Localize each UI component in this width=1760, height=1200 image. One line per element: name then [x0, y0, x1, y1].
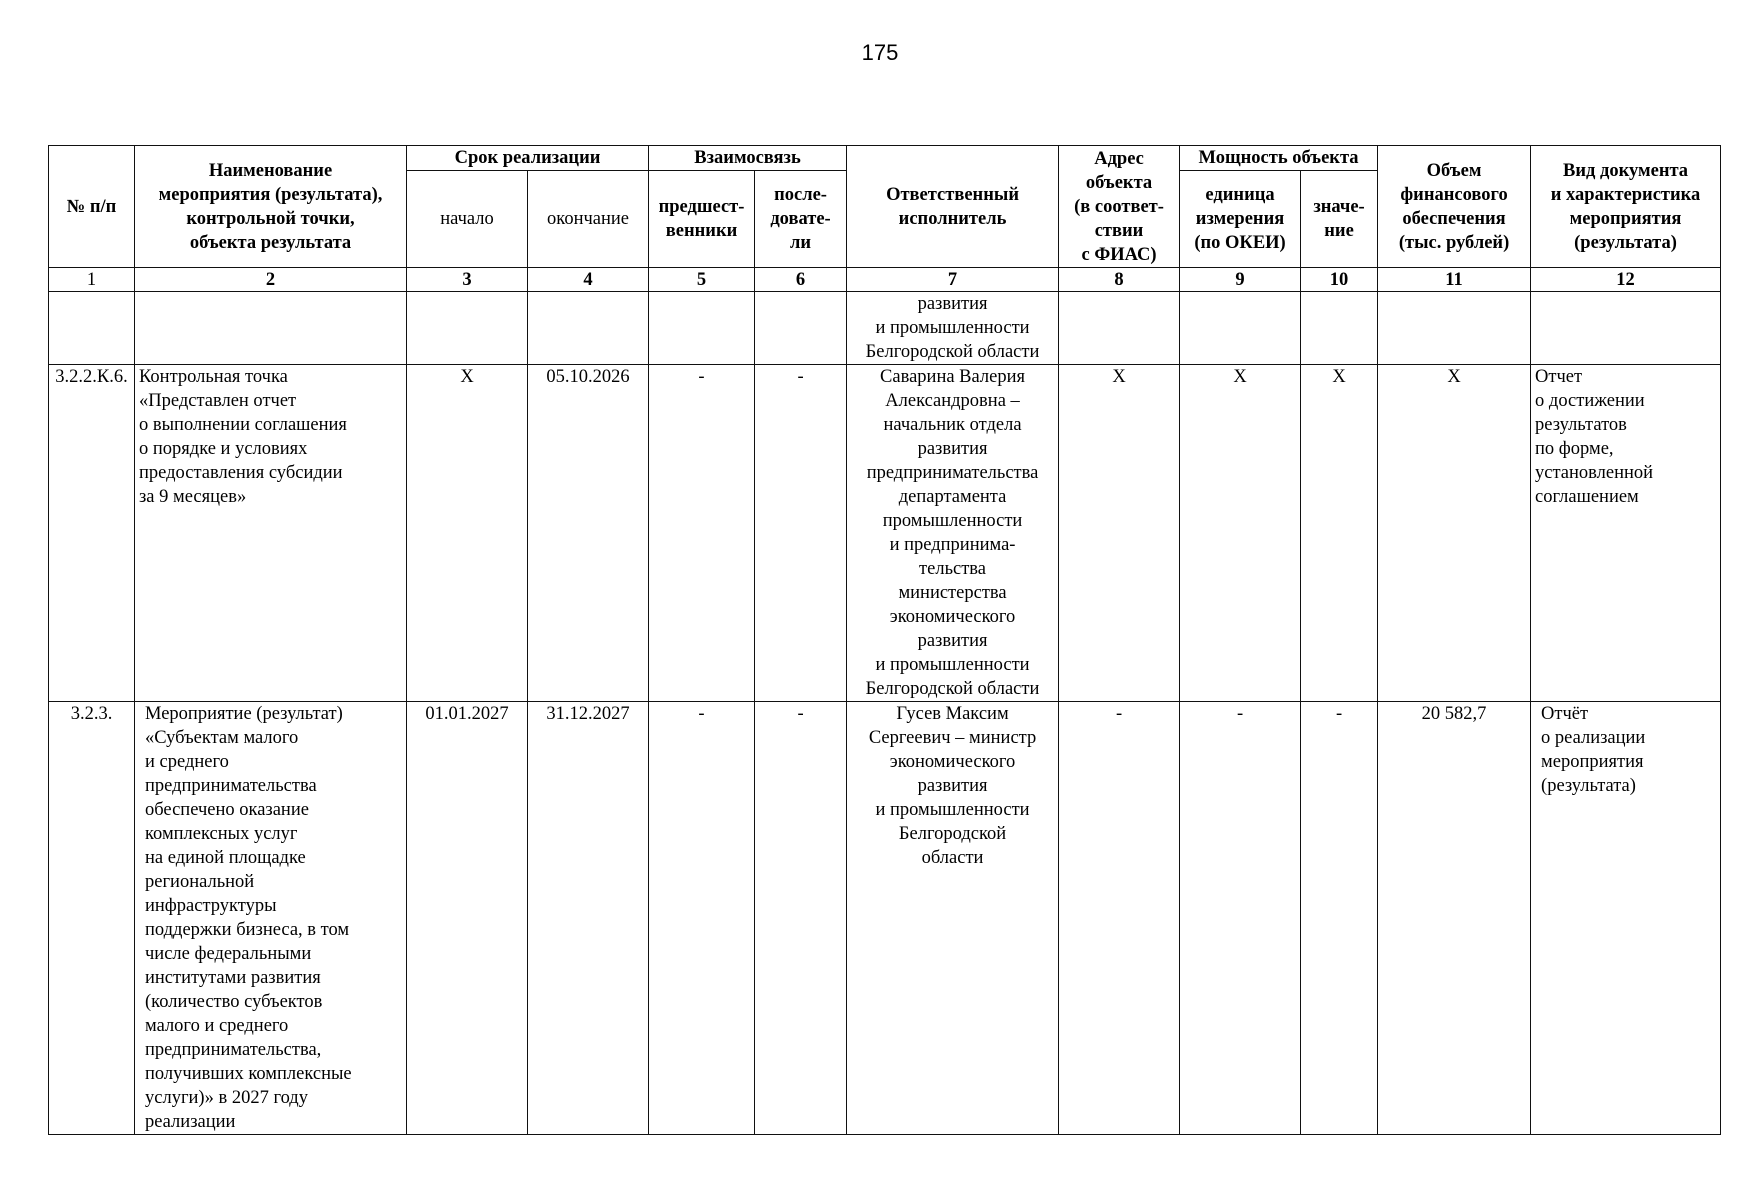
- column-number: 9: [1180, 268, 1301, 292]
- row-value: [1301, 292, 1378, 365]
- table-row: [49, 365, 1721, 702]
- header-successors: после- довате- ли: [755, 171, 847, 268]
- row-finance: X: [1378, 365, 1531, 702]
- row-finance: 20 582,7: [1378, 702, 1531, 1135]
- row-number: [49, 292, 135, 365]
- row-end: [528, 292, 649, 365]
- header-number: № п/п: [49, 146, 135, 268]
- row-unit: -: [1180, 702, 1301, 1135]
- row-finance: [1378, 292, 1531, 365]
- column-number: 1: [49, 268, 135, 292]
- row-predecessors: -: [649, 365, 755, 702]
- row-responsible: развития и промышленности Белгородской области: [847, 292, 1059, 365]
- header-unit: единица измерения (по ОКЕИ): [1180, 171, 1301, 268]
- header-name: Наименование мероприятия (результата), контрольной точки, объекта результата: [135, 146, 407, 268]
- table-row: [49, 702, 1721, 1135]
- row-name: Мероприятие (результат) «Субъектам малого и среднего предпринимательства обеспечено оказание комплексных услуг на единой площадке региональной инфраструктуры поддержки бизнеса, в том числе федеральными институтами развития (количество субъектов малого и среднего предпринимательства, получивших комплексные услуги)» в 2027 году реализации: [135, 702, 407, 1135]
- row-successors: -: [755, 702, 847, 1135]
- page-number: 175: [861, 40, 899, 65]
- row-address: -: [1059, 702, 1180, 1135]
- column-number: 8: [1059, 268, 1180, 292]
- row-address: [1059, 292, 1180, 365]
- row-successors: -: [755, 365, 847, 702]
- column-number: 2: [135, 268, 407, 292]
- row-value: -: [1301, 702, 1378, 1135]
- column-number: 10: [1301, 268, 1378, 292]
- table-row: [49, 292, 1721, 365]
- header-period-group: Срок реализации: [407, 146, 649, 171]
- header-document: Вид документа и характеристика мероприятия (результата): [1531, 146, 1721, 268]
- row-unit: [1180, 292, 1301, 365]
- row-document: [1531, 292, 1721, 365]
- header-row-top: [49, 146, 1721, 171]
- column-number: 6: [755, 268, 847, 292]
- row-number: 3.2.2.К.6.: [49, 365, 135, 702]
- plan-table: [48, 145, 1721, 1135]
- header-capacity-group: Мощность объекта: [1180, 146, 1378, 171]
- row-start: X: [407, 365, 528, 702]
- row-name: [135, 292, 407, 365]
- header-responsible: Ответственный исполнитель: [847, 146, 1059, 268]
- column-number: 3: [407, 268, 528, 292]
- column-number: 4: [528, 268, 649, 292]
- row-unit: X: [1180, 365, 1301, 702]
- row-name: Контрольная точка «Представлен отчет о выполнении соглашения о порядке и условиях предоставления субсидии за 9 месяцев»: [135, 365, 407, 702]
- header-link-group: Взаимосвязь: [649, 146, 847, 171]
- header-value: значе- ние: [1301, 171, 1378, 268]
- row-document: Отчёт о реализации мероприятия (результата): [1531, 702, 1721, 1135]
- row-start: 01.01.2027: [407, 702, 528, 1135]
- row-predecessors: [649, 292, 755, 365]
- header-predecessors: предшест- венники: [649, 171, 755, 268]
- row-end: 05.10.2026: [528, 365, 649, 702]
- row-address: X: [1059, 365, 1180, 702]
- column-number: 12: [1531, 268, 1721, 292]
- row-end: 31.12.2027: [528, 702, 649, 1135]
- row-number: 3.2.3.: [49, 702, 135, 1135]
- column-number: 5: [649, 268, 755, 292]
- row-predecessors: -: [649, 702, 755, 1135]
- row-document: Отчет о достижении результатов по форме, установленной соглашением: [1531, 365, 1721, 702]
- header-finance: Объем финансового обеспечения (тыс. рублей): [1378, 146, 1531, 268]
- header-end: окончание: [528, 171, 649, 268]
- row-responsible: Гусев Максим Сергеевич – министр экономического развития и промышленности Белгородской области: [847, 702, 1059, 1135]
- header-address: Адрес объекта (в соответ- ствии с ФИАС): [1059, 146, 1180, 268]
- column-number-row: [49, 268, 1721, 292]
- row-start: [407, 292, 528, 365]
- column-number: 11: [1378, 268, 1531, 292]
- row-value: X: [1301, 365, 1378, 702]
- row-responsible: Саварина Валерия Александровна – начальник отдела развития предпринимательства департамента промышленности и предпринима- тельства министерства экономического развития и промышленности Белгородской области: [847, 365, 1059, 702]
- column-number: 7: [847, 268, 1059, 292]
- header-start: начало: [407, 171, 528, 268]
- row-successors: [755, 292, 847, 365]
